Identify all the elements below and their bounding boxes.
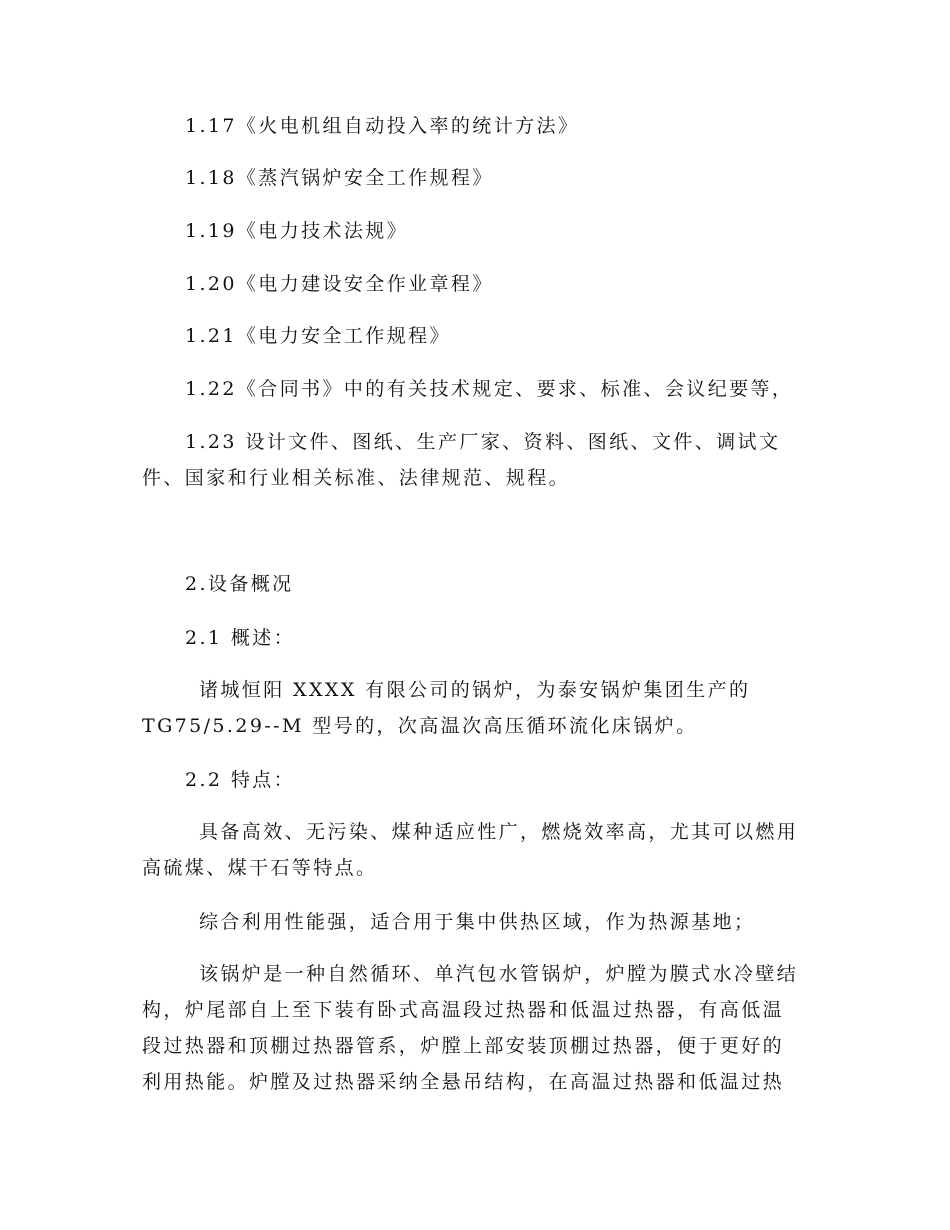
subsection-heading-features: 2.2 特点： bbox=[185, 769, 296, 791]
reference-item-1-17: 1.17《火电机组自动投入率的统计方法》 bbox=[185, 115, 580, 137]
subsection-heading-summary: 2.1 概述： bbox=[185, 627, 296, 649]
overview-paragraph-line-1: 诸城恒阳 XXXX 有限公司的锅炉，为泰安锅炉集团生产的 bbox=[199, 679, 751, 701]
reference-item-1-20: 1.20《电力建设安全作业章程》 bbox=[185, 273, 494, 295]
feature-paragraph-3-line-2: 构，炉尾部自上至下装有卧式高温段过热器和低温过热器，有高低温 bbox=[142, 999, 785, 1021]
feature-paragraph-1-line-2: 高硫煤、煤干石等特点。 bbox=[142, 857, 378, 879]
feature-paragraph-3-line-1: 该锅炉是一种自然循环、单汽包水管锅炉，炉膛为膜式水冷壁结 bbox=[199, 963, 799, 985]
reference-item-1-22: 1.22《合同书》中的有关技术规定、要求、标准、会议纪要等， bbox=[185, 378, 794, 400]
reference-item-1-18: 1.18《蒸汽锅炉安全工作规程》 bbox=[185, 167, 494, 189]
feature-paragraph-3-line-4: 利用热能。炉膛及过热器采纳全悬吊结构，在高温过热器和低温过热 bbox=[142, 1071, 785, 1093]
reference-item-1-21: 1.21《电力安全工作规程》 bbox=[185, 325, 451, 347]
feature-paragraph-1-line-1: 具备高效、无污染、煤种适应性广，燃烧效率高，尤其可以燃用 bbox=[199, 821, 799, 843]
reference-item-1-23-line-2: 件、国家和行业相关标准、法律规范、规程。 bbox=[142, 467, 571, 489]
feature-paragraph-2-line-1: 综合利用性能强，适合用于集中供热区域，作为热源基地； bbox=[199, 911, 756, 933]
reference-item-1-19: 1.19《电力技术法规》 bbox=[185, 220, 409, 242]
feature-paragraph-3-line-3: 段过热器和顶棚过热器管系，炉膛上部安装顶棚过热器，便于更好的 bbox=[142, 1035, 785, 1057]
overview-paragraph-line-2: TG75/5.29--M 型号的，次高温次高压循环流化床锅炉。 bbox=[142, 715, 698, 737]
section-heading-equipment-overview: 2.设备概况 bbox=[185, 573, 294, 595]
reference-item-1-23-line-1: 1.23 设计文件、图纸、生产厂家、资料、图纸、文件、调试文 bbox=[185, 431, 781, 453]
